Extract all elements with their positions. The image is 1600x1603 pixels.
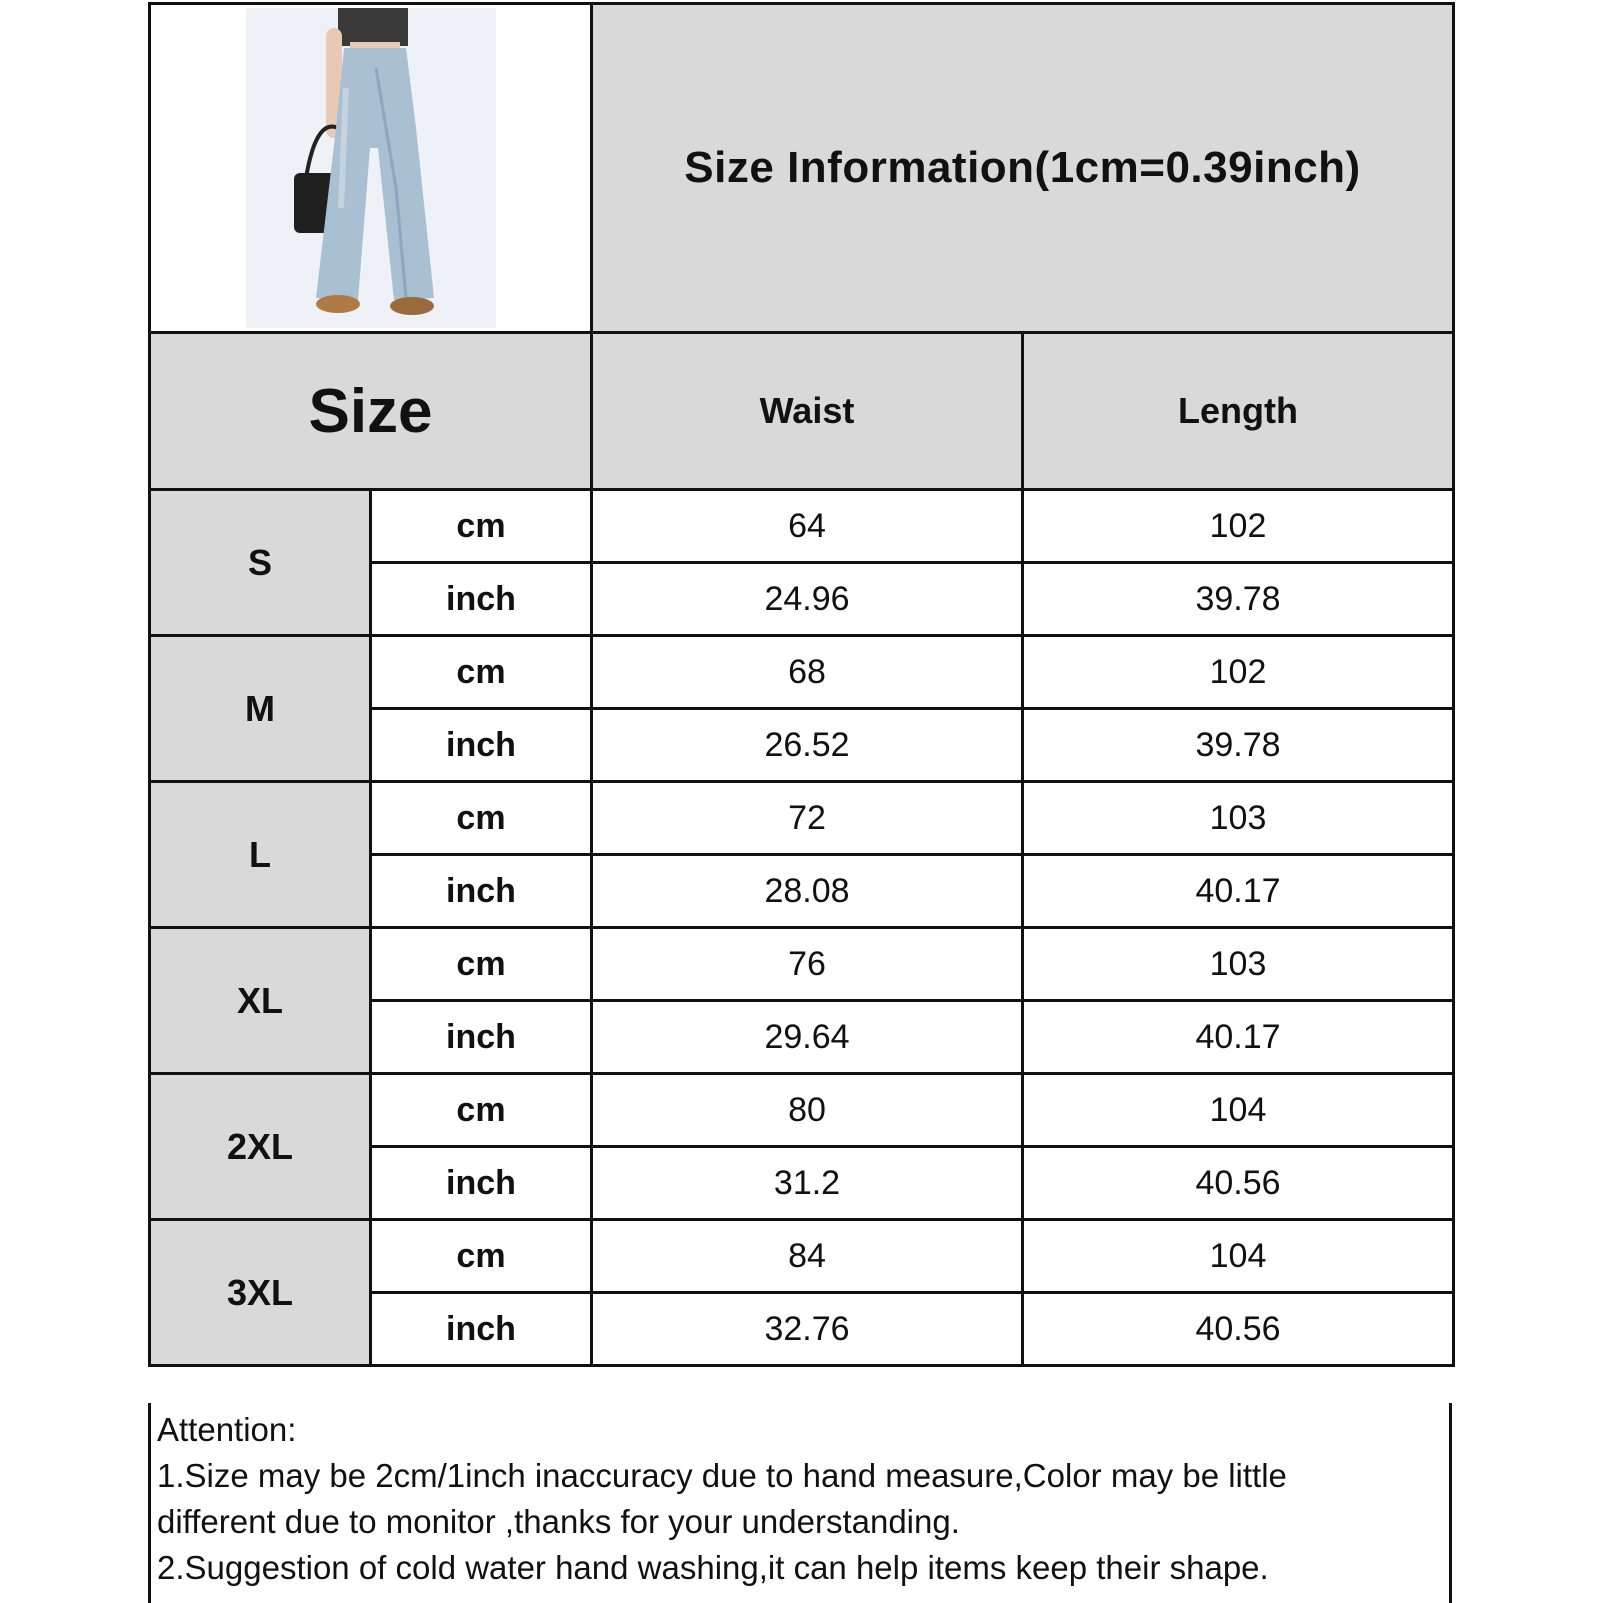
unit-inch-label: inch — [371, 563, 592, 636]
header-row — [150, 4, 1454, 333]
size-table — [148, 2, 1455, 1367]
notes-line-3: 2.Suggestion of cold water hand washing,it can help items keep their shape. — [157, 1549, 1269, 1586]
table-row — [150, 490, 1454, 563]
product-photo — [246, 8, 496, 328]
length-cm-value: 104 — [1023, 1074, 1454, 1147]
size-chart — [148, 2, 1452, 1600]
notes-line-2: different due to monitor ,thanks for your understanding. — [157, 1503, 960, 1540]
length-cm-value: 102 — [1023, 636, 1454, 709]
waist-inch-value: 28.08 — [592, 855, 1023, 928]
size-label: 2XL — [150, 1074, 371, 1220]
product-photo-cell — [150, 4, 592, 333]
waist-inch-value: 29.64 — [592, 1001, 1023, 1074]
unit-inch-label: inch — [371, 1147, 592, 1220]
jeans-model-illustration — [246, 8, 496, 328]
size-label: 3XL — [150, 1220, 371, 1366]
table-row — [150, 782, 1454, 855]
waist-inch-value: 32.76 — [592, 1293, 1023, 1366]
size-label: M — [150, 636, 371, 782]
unit-inch-label: inch — [371, 855, 592, 928]
waist-cm-value: 76 — [592, 928, 1023, 1001]
table-row — [150, 636, 1454, 709]
unit-cm-label: cm — [371, 490, 592, 563]
length-cm-value: 104 — [1023, 1220, 1454, 1293]
length-cm-value: 102 — [1023, 490, 1454, 563]
waist-cm-value: 64 — [592, 490, 1023, 563]
waist-cm-value: 80 — [592, 1074, 1023, 1147]
size-label: S — [150, 490, 371, 636]
length-inch-value: 39.78 — [1023, 709, 1454, 782]
waist-inch-value: 24.96 — [592, 563, 1023, 636]
table-row — [150, 1220, 1454, 1293]
size-column-header: Size — [150, 333, 592, 490]
unit-inch-label: inch — [371, 709, 592, 782]
table-row — [150, 1074, 1454, 1147]
unit-cm-label: cm — [371, 1074, 592, 1147]
unit-cm-label: cm — [371, 928, 592, 1001]
column-header-row — [150, 333, 1454, 490]
notes-heading: Attention: — [157, 1411, 297, 1448]
length-inch-value: 40.17 — [1023, 855, 1454, 928]
length-inch-value: 40.56 — [1023, 1147, 1454, 1220]
waist-inch-value: 31.2 — [592, 1147, 1023, 1220]
unit-inch-label: inch — [371, 1001, 592, 1074]
waist-column-header: Waist — [592, 333, 1023, 490]
unit-inch-label: inch — [371, 1293, 592, 1366]
size-label: L — [150, 782, 371, 928]
length-inch-value: 39.78 — [1023, 563, 1454, 636]
size-label: XL — [150, 928, 371, 1074]
length-cm-value: 103 — [1023, 928, 1454, 1001]
unit-cm-label: cm — [371, 782, 592, 855]
waist-cm-value: 72 — [592, 782, 1023, 855]
table-row — [150, 928, 1454, 1001]
length-column-header: Length — [1023, 333, 1454, 490]
notes-line-1: 1.Size may be 2cm/1inch inaccuracy due to hand measure,Color may be little — [157, 1457, 1287, 1494]
waist-cm-value: 68 — [592, 636, 1023, 709]
length-inch-value: 40.56 — [1023, 1293, 1454, 1366]
waist-cm-value: 84 — [592, 1220, 1023, 1293]
unit-cm-label: cm — [371, 1220, 592, 1293]
chart-title: Size Information(1cm=0.39inch) — [592, 4, 1454, 333]
waist-inch-value: 26.52 — [592, 709, 1023, 782]
length-cm-value: 103 — [1023, 782, 1454, 855]
attention-notes — [148, 1403, 1452, 1603]
length-inch-value: 40.17 — [1023, 1001, 1454, 1074]
unit-cm-label: cm — [371, 636, 592, 709]
